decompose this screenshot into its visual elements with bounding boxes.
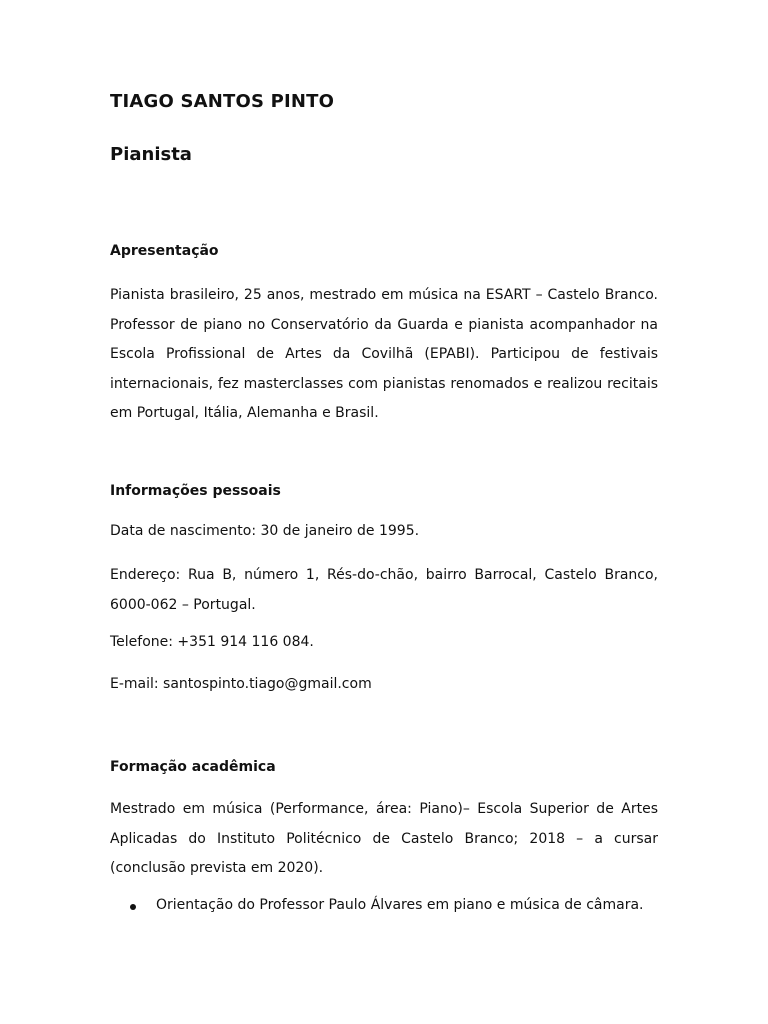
document-title-name: TIAGO SANTOS PINTO [110, 91, 335, 112]
list-item-text: Orientação do Professor Paulo Álvares em piano e música de câmara. [156, 897, 644, 913]
document-subtitle-role: Pianista [110, 144, 192, 165]
section-heading-apresentacao: Apresentação [110, 243, 219, 259]
apresentacao-paragraph: Pianista brasileiro, 25 anos, mestrado em música na ESART – Castelo Branco. Professor de piano no Conservatório da Guarda e pianista acompanhador na Escola Profissional de Artes da Covilhã (EPABI). Participou de festivais internacionais, fez masterclasses com pianistas renomados e realizou recitais em Portugal, Itália, Alemanha e Brasil. [110, 287, 658, 421]
bullet-icon [130, 904, 136, 910]
formacao-paragraph: Mestrado em música (Performance, área: Piano)– Escola Superior de Artes Aplicadas do Instituto Politécnico de Castelo Branco; 2018 – a cursar (conclusão prevista em 2020). [110, 801, 658, 876]
address-paragraph: Endereço: Rua B, número 1, Rés-do-chão, bairro Barrocal, Castelo Branco, 6000-062 – Portugal. [110, 567, 658, 613]
birth-date-line: Data de nascimento: 30 de janeiro de 1995. [110, 523, 420, 539]
phone-line: Telefone: +351 914 116 084. [110, 634, 314, 650]
section-heading-formacao: Formação acadêmica [110, 759, 276, 775]
email-line: E-mail: santospinto.tiago@gmail.com [110, 676, 372, 692]
section-heading-informacoes: Informações pessoais [110, 483, 281, 499]
